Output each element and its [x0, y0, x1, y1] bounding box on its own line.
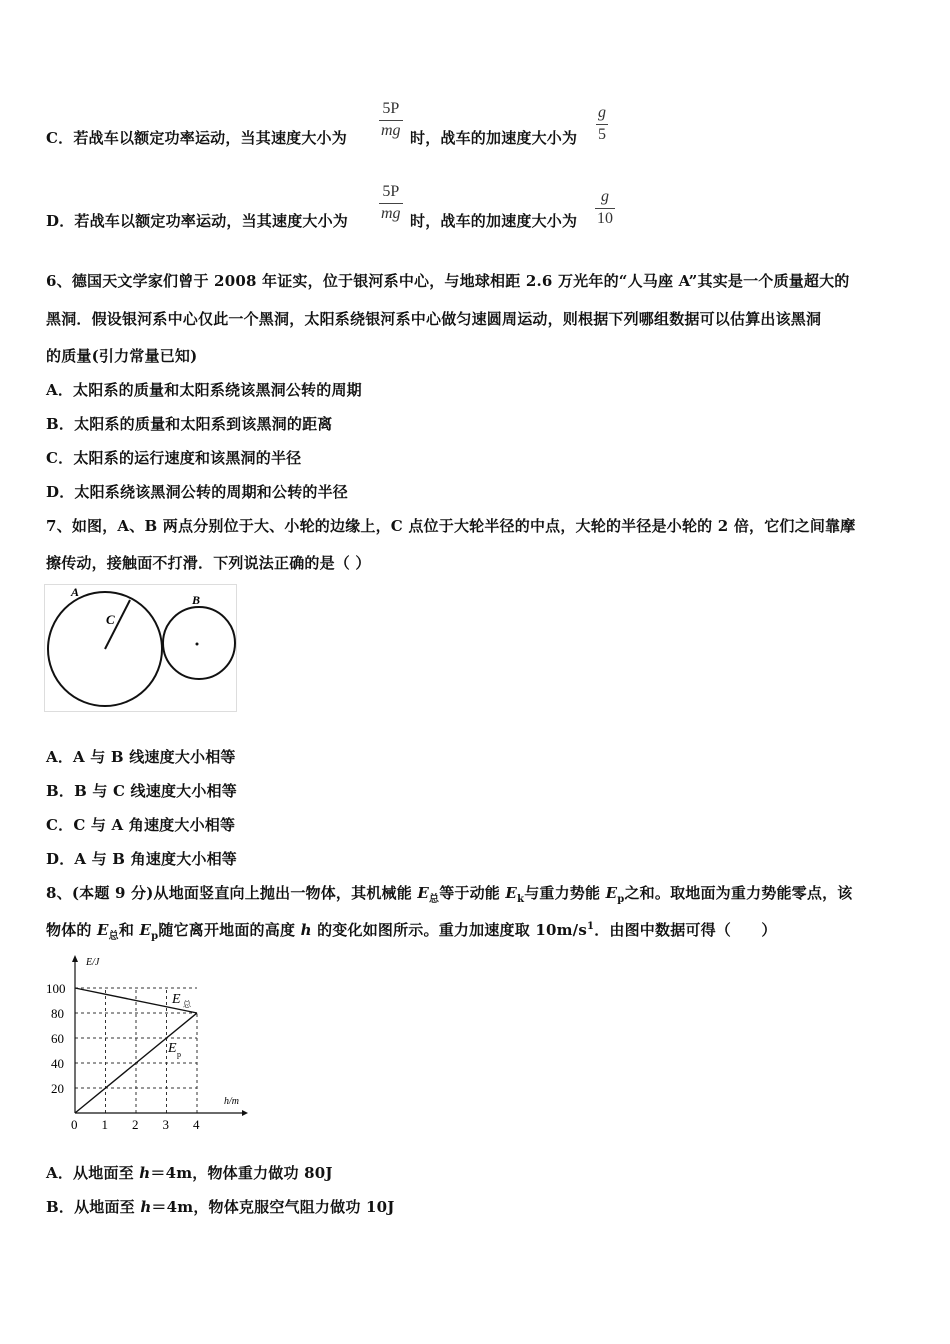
small-wheel — [163, 607, 235, 679]
small-wheel-center — [196, 643, 199, 646]
q7-option-a: A．A 与 B 线速度大小相等 — [46, 748, 236, 766]
q8-option-b: B．从地面至 h＝4m，物体克服空气阻力做功 10J — [46, 1198, 395, 1216]
y-tick-label-100: 100 — [46, 981, 66, 996]
q5-option-d-accel-fraction: g 10 — [597, 188, 613, 227]
series-label-ep — [167, 1041, 181, 1059]
x-tick-label-4: 4 — [193, 1117, 200, 1130]
q6-stem-line3: 的质量(引力常量已知) — [46, 347, 198, 365]
q7-option-c: C．C 与 A 角速度大小相等 — [46, 816, 236, 834]
x-axis-arrow — [242, 1110, 248, 1116]
y-tick-label-60: 60 — [51, 1031, 64, 1046]
x-tick-label-1: 1 — [101, 1117, 108, 1130]
q5-option-d — [46, 210, 348, 231]
y-tick-label-80: 80 — [51, 1006, 64, 1021]
x-tick-label-2: 2 — [132, 1117, 139, 1130]
q8-energy-height-chart — [42, 950, 252, 1130]
chart-axes — [72, 955, 248, 1116]
svg-text:E: E — [168, 1041, 177, 1056]
q6-stem-line2: 黑洞．假设银河系中心仅此一个黑洞，太阳系绕银河系中心做匀速圆周运动，则根据下列哪组数据可以估算出该黑洞 — [46, 310, 822, 328]
label-c: C — [106, 612, 115, 627]
q7-option-b: B．B 与 C 线速度大小相等 — [46, 782, 237, 800]
q5-option-d-middle: 时，战车的加速度大小为 — [410, 212, 578, 230]
q6-option-d: D．太阳系绕该黑洞公转的周期和公转的半径 — [46, 483, 349, 501]
label-a: A — [71, 585, 80, 599]
q8-stem-line2: 物体的 $E_总$和 $E_p$随它离开地面的高度 h 的变化如图所示。重力加速度取 $10m/s^1$．由图中数据可得（ ） — [46, 921, 777, 942]
svg-text:p: p — [177, 1050, 181, 1059]
y-axis-arrow — [72, 955, 78, 962]
q7-option-d: D．A 与 B 角速度大小相等 — [46, 850, 237, 868]
x-tick-label-0: 0 — [71, 1117, 78, 1130]
q5-option-c-accel-fraction: g 5 — [598, 104, 606, 143]
svg-text:总: 总 — [183, 1000, 191, 1009]
q6-option-a: A．太阳系的质量和太阳系绕该黑洞公转的周期 — [46, 381, 362, 399]
x-tick-label-3: 3 — [162, 1117, 169, 1130]
q6-option-b: B．太阳系的质量和太阳系到该黑洞的距离 — [46, 415, 333, 433]
y-tick-label-40: 40 — [51, 1056, 64, 1071]
label-b: B — [192, 593, 201, 607]
q6-stem-line1: 6、德国天文学家们曾于 2008 年证实，位于银河系中心，与地球相距 2.6 万光年的“人马座 A”其实是一个质量超大的 — [46, 272, 850, 290]
q8-option-a: A．从地面至 h＝4m，物体重力做功 80J — [46, 1164, 333, 1182]
q7-wheels-figure — [44, 584, 239, 714]
q5-option-c — [46, 127, 347, 148]
q7-stem-line2: 擦传动，接触面不打滑．下列说法正确的是（ ） — [46, 554, 371, 572]
q7-stem-line1: 7、如图，A、B 两点分别位于大、小轮的边缘上，C 点位于大轮半径的中点，大轮的半径是小轮的 2 倍，它们之间靠摩 — [46, 517, 856, 535]
y-axis-label: E/J — [86, 957, 100, 968]
svg-text:E: E — [172, 992, 181, 1007]
q5-option-c-middle: 时，战车的加速度大小为 — [410, 129, 578, 147]
y-tick-label-20: 20 — [51, 1081, 64, 1096]
q5-option-d-prefix: D．若战车以额定功率运动，当其速度大小为 — [46, 212, 349, 230]
series-label-e-total — [171, 992, 192, 1009]
q6-option-c: C．太阳系的运行速度和该黑洞的半径 — [46, 449, 302, 467]
x-axis-label: h/m — [224, 1096, 239, 1107]
q8-stem-line1: 8、(本题 9 分)从地面竖直向上抛出一物体，其机械能 $E_总$等于动能 $E_k$与重力势能 $E_p$之和。取地面为重力势能零点，该 — [46, 884, 853, 905]
q5-option-c-prefix: C．若战车以额定功率运动，当其速度大小为 — [46, 129, 347, 147]
q5-option-d-speed-fraction: 5P mg — [381, 183, 401, 222]
q5-option-c-speed-fraction: 5P mg — [381, 100, 401, 139]
